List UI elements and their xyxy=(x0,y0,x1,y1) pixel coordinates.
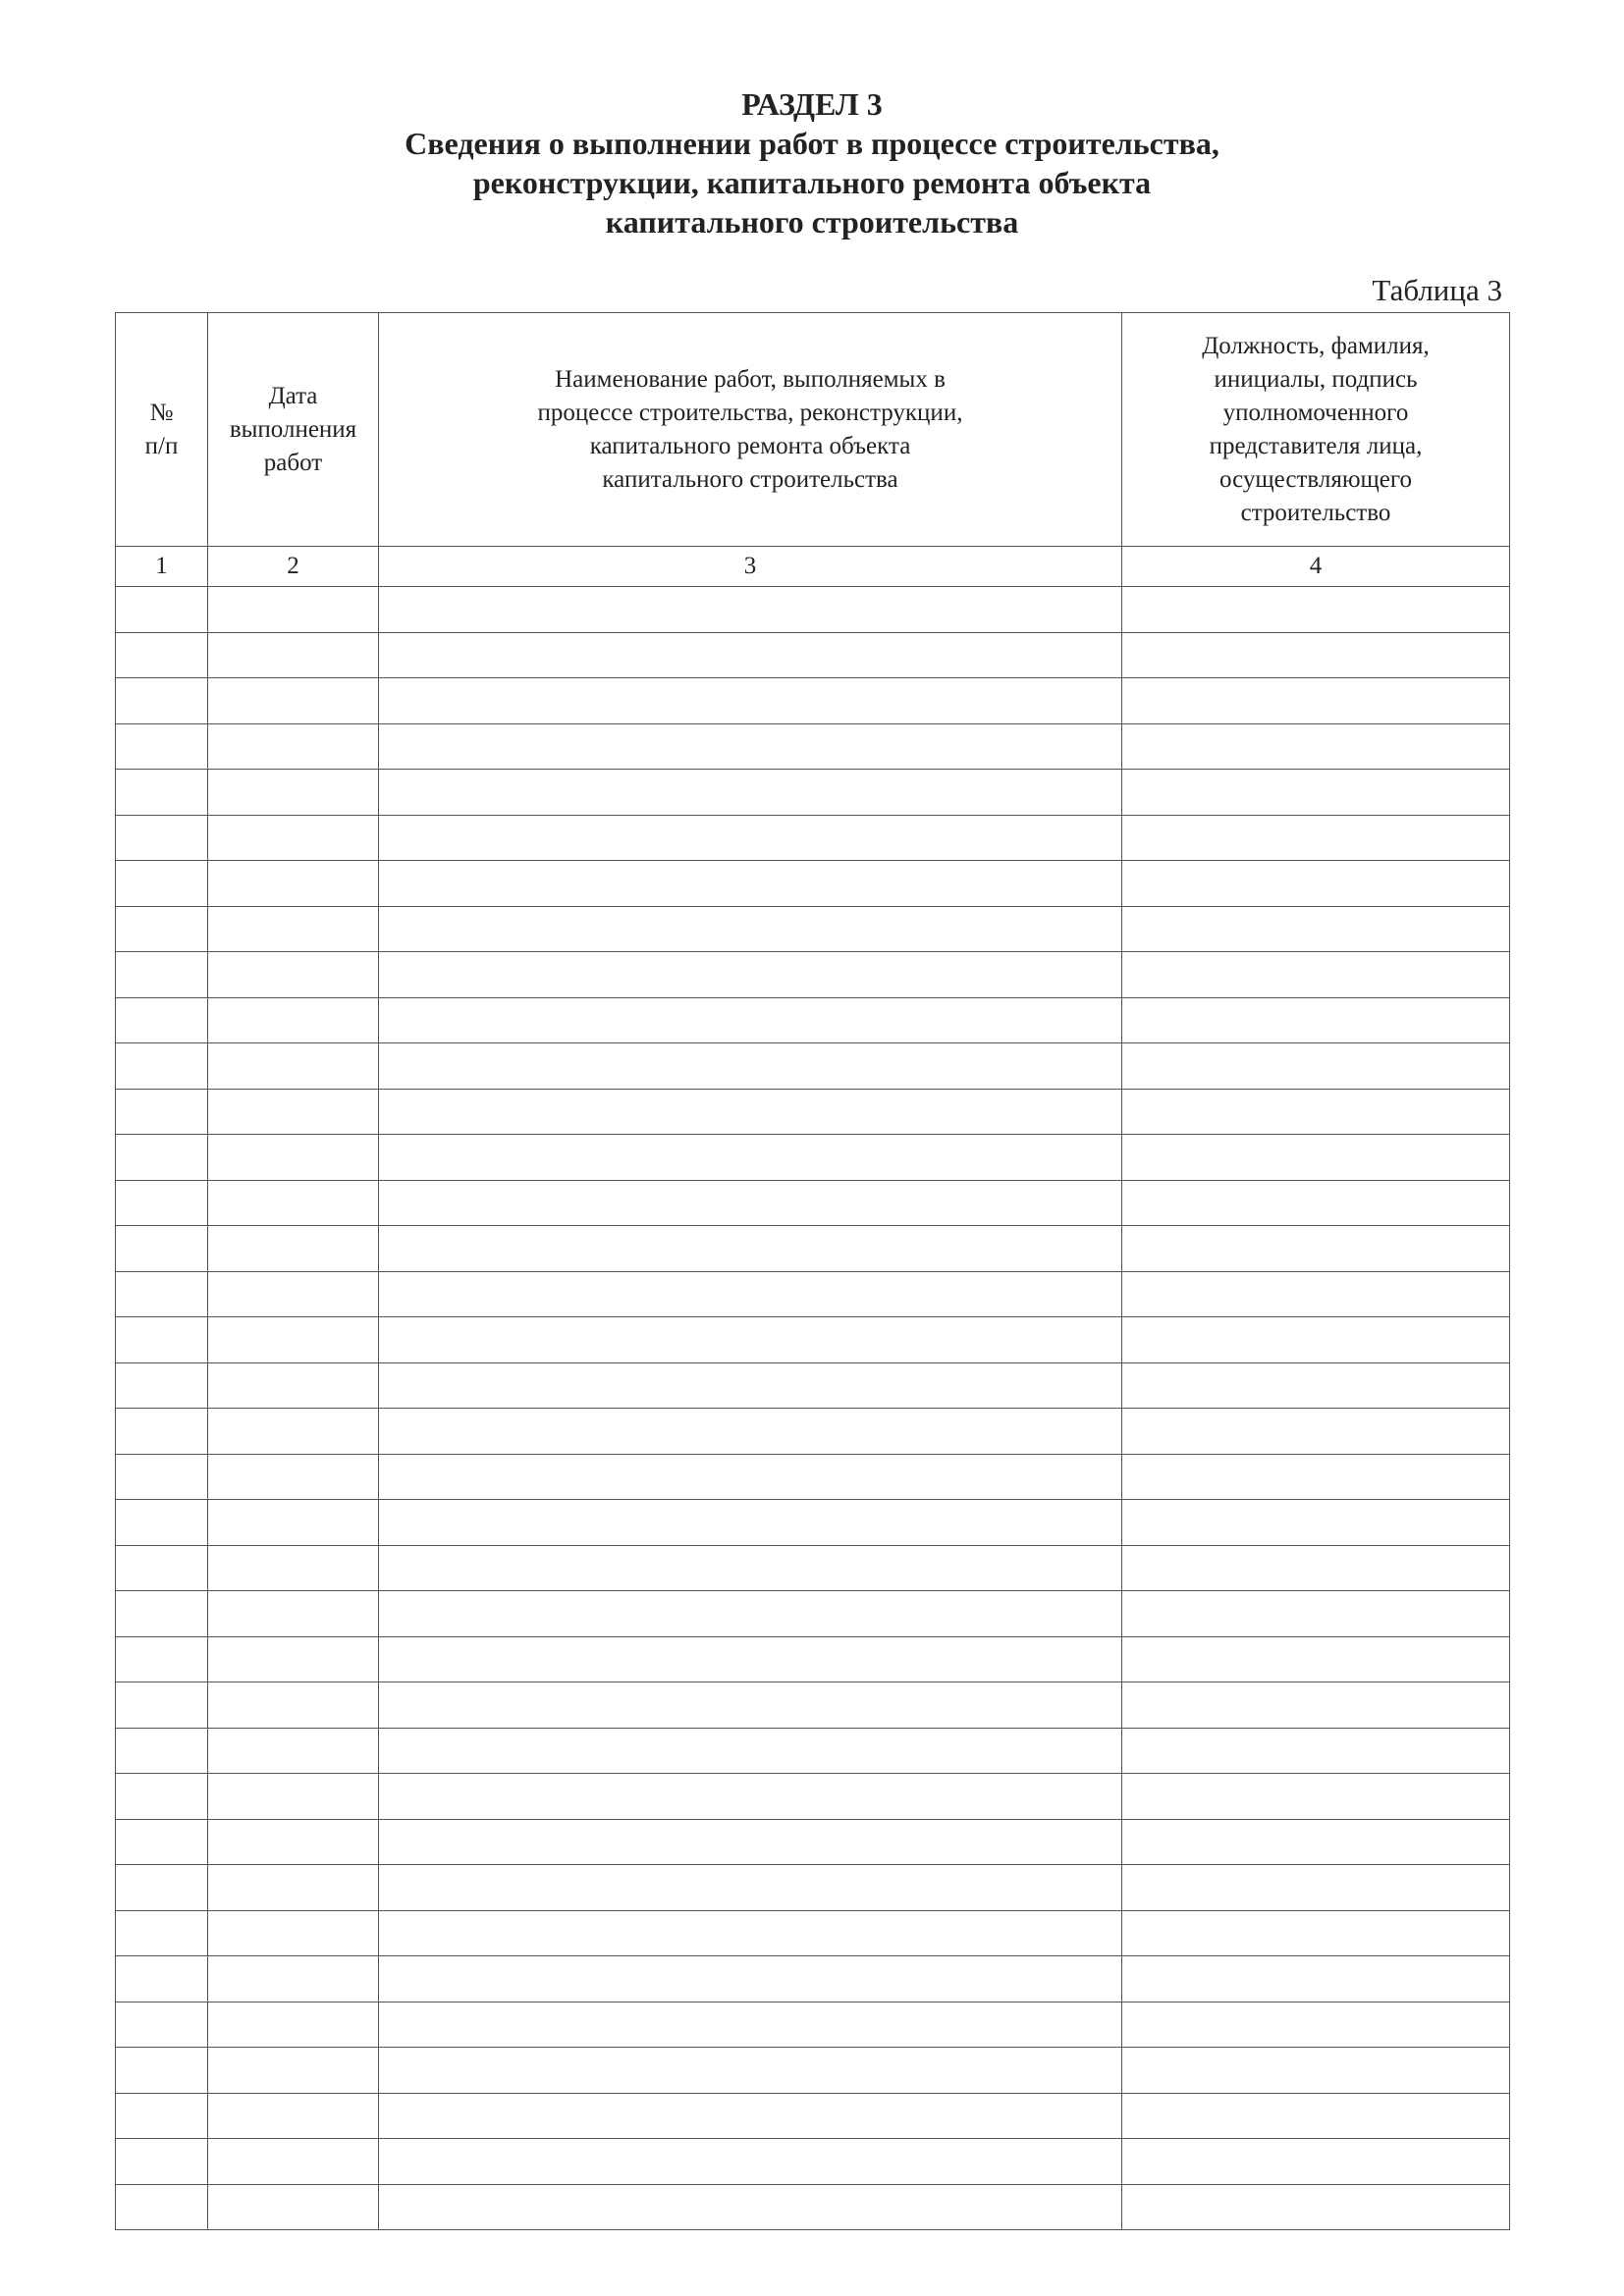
cell-date xyxy=(208,632,379,678)
table-row xyxy=(116,632,1510,678)
header-representative xyxy=(1122,313,1510,547)
table-row xyxy=(116,1454,1510,1500)
cell-number xyxy=(116,952,208,998)
cell-work-name xyxy=(379,1545,1122,1591)
cell-signature xyxy=(1122,1454,1510,1500)
cell-work-name xyxy=(379,1226,1122,1272)
table-row xyxy=(116,1271,1510,1317)
header-line: Наименование работ, выполняемых в xyxy=(555,365,946,393)
cell-signature xyxy=(1122,1089,1510,1135)
header-line: Должность, фамилия, xyxy=(1202,332,1430,359)
cell-date xyxy=(208,1226,379,1272)
table-row xyxy=(116,1728,1510,1774)
cell-number xyxy=(116,723,208,770)
table-row xyxy=(116,906,1510,952)
cell-work-name xyxy=(379,587,1122,633)
cell-number xyxy=(116,1180,208,1226)
column-number: 4 xyxy=(1122,547,1510,587)
cell-number xyxy=(116,1362,208,1409)
cell-date xyxy=(208,1591,379,1637)
table-row xyxy=(116,1226,1510,1272)
table-row xyxy=(116,997,1510,1043)
cell-signature xyxy=(1122,632,1510,678)
header-line: строительство xyxy=(1240,499,1391,526)
table-row xyxy=(116,1591,1510,1637)
cell-work-name xyxy=(379,2048,1122,2094)
table-row xyxy=(116,587,1510,633)
cell-number xyxy=(116,1865,208,1911)
cell-signature xyxy=(1122,1956,1510,2002)
cell-date xyxy=(208,861,379,907)
cell-work-name xyxy=(379,2139,1122,2185)
column-number-row xyxy=(116,547,1510,587)
section-number: РАЗДЕЛ 3 xyxy=(741,86,883,122)
header-line: № xyxy=(149,399,174,426)
cell-work-name xyxy=(379,1910,1122,1956)
column-number: 3 xyxy=(379,547,1122,587)
cell-date xyxy=(208,1956,379,2002)
cell-date xyxy=(208,2184,379,2230)
header-line: капитального строительства xyxy=(602,465,898,493)
cell-number xyxy=(116,1728,208,1774)
table-row xyxy=(116,1043,1510,1090)
cell-number xyxy=(116,1454,208,1500)
header-row xyxy=(116,313,1510,547)
header-line: Дата xyxy=(268,382,318,409)
cell-work-name xyxy=(379,1180,1122,1226)
table-caption: Таблица 3 xyxy=(1372,273,1502,307)
cell-number xyxy=(116,1089,208,1135)
header-work-name xyxy=(379,313,1122,547)
cell-number xyxy=(116,2002,208,2048)
cell-number xyxy=(116,2184,208,2230)
cell-date xyxy=(208,770,379,816)
table-row xyxy=(116,2048,1510,2094)
cell-work-name xyxy=(379,1956,1122,2002)
cell-number xyxy=(116,2093,208,2139)
header-line: п/п xyxy=(144,432,179,459)
cell-signature xyxy=(1122,2184,1510,2230)
cell-work-name xyxy=(379,2002,1122,2048)
cell-signature xyxy=(1122,770,1510,816)
section-title-line-1: Сведения о выполнении работ в процессе строительства, xyxy=(405,126,1219,161)
cell-signature xyxy=(1122,906,1510,952)
cell-signature xyxy=(1122,1774,1510,1820)
cell-number xyxy=(116,1317,208,1363)
cell-number xyxy=(116,1226,208,1272)
header-date xyxy=(208,313,379,547)
table-row xyxy=(116,1500,1510,1546)
cell-number xyxy=(116,1682,208,1729)
cell-work-name xyxy=(379,1454,1122,1500)
cell-number xyxy=(116,1910,208,1956)
cell-signature xyxy=(1122,952,1510,998)
cell-number xyxy=(116,2048,208,2094)
cell-date xyxy=(208,1636,379,1682)
cell-date xyxy=(208,952,379,998)
cell-date xyxy=(208,2093,379,2139)
cell-signature xyxy=(1122,1043,1510,1090)
cell-signature xyxy=(1122,1180,1510,1226)
cell-work-name xyxy=(379,2093,1122,2139)
cell-work-name xyxy=(379,632,1122,678)
header-line: представителя лица, xyxy=(1209,432,1423,459)
cell-work-name xyxy=(379,770,1122,816)
table-row xyxy=(116,1819,1510,1865)
section-title-line-2: реконструкции, капитального ремонта объекта xyxy=(472,165,1152,200)
header-line: уполномоченного xyxy=(1222,399,1409,426)
header-line: процессе строительства, реконструкции, xyxy=(537,399,963,426)
table-body xyxy=(116,547,1510,2230)
table-row xyxy=(116,1135,1510,1181)
cell-signature xyxy=(1122,1500,1510,1546)
cell-signature xyxy=(1122,1135,1510,1181)
cell-work-name xyxy=(379,1682,1122,1729)
cell-date xyxy=(208,1865,379,1911)
cell-number xyxy=(116,1500,208,1546)
cell-work-name xyxy=(379,952,1122,998)
cell-work-name xyxy=(379,1774,1122,1820)
cell-number xyxy=(116,1409,208,1455)
cell-date xyxy=(208,1545,379,1591)
cell-date xyxy=(208,1409,379,1455)
cell-signature xyxy=(1122,1317,1510,1363)
cell-signature xyxy=(1122,1226,1510,1272)
table-row xyxy=(116,770,1510,816)
cell-signature xyxy=(1122,678,1510,724)
cell-work-name xyxy=(379,2184,1122,2230)
cell-signature xyxy=(1122,815,1510,861)
table-row xyxy=(116,2002,1510,2048)
table-row xyxy=(116,815,1510,861)
cell-number xyxy=(116,906,208,952)
cell-work-name xyxy=(379,678,1122,724)
cell-signature xyxy=(1122,1591,1510,1637)
table-row xyxy=(116,1409,1510,1455)
cell-work-name xyxy=(379,723,1122,770)
table-row xyxy=(116,1362,1510,1409)
cell-date xyxy=(208,1774,379,1820)
table-row xyxy=(116,1774,1510,1820)
cell-signature xyxy=(1122,1271,1510,1317)
cell-date xyxy=(208,1043,379,1090)
cell-signature xyxy=(1122,2093,1510,2139)
cell-number xyxy=(116,1819,208,1865)
cell-work-name xyxy=(379,1819,1122,1865)
cell-work-name xyxy=(379,1089,1122,1135)
cell-signature xyxy=(1122,587,1510,633)
table-row xyxy=(116,1956,1510,2002)
cell-signature xyxy=(1122,1865,1510,1911)
cell-number xyxy=(116,632,208,678)
cell-work-name xyxy=(379,1362,1122,1409)
table-row xyxy=(116,2093,1510,2139)
cell-number xyxy=(116,2139,208,2185)
section-heading xyxy=(0,84,1624,241)
column-number: 1 xyxy=(116,547,208,587)
cell-work-name xyxy=(379,1271,1122,1317)
cell-date xyxy=(208,1135,379,1181)
table-row xyxy=(116,1089,1510,1135)
cell-date xyxy=(208,723,379,770)
cell-signature xyxy=(1122,1910,1510,1956)
cell-signature xyxy=(1122,2048,1510,2094)
cell-number xyxy=(116,997,208,1043)
cell-date xyxy=(208,1089,379,1135)
cell-date xyxy=(208,587,379,633)
cell-number xyxy=(116,1636,208,1682)
cell-date xyxy=(208,1910,379,1956)
section-title-line-3: капитального строительства xyxy=(605,204,1019,240)
table-row xyxy=(116,1636,1510,1682)
table-row xyxy=(116,2139,1510,2185)
cell-signature xyxy=(1122,1362,1510,1409)
cell-number xyxy=(116,1271,208,1317)
table-row xyxy=(116,1865,1510,1911)
cell-date xyxy=(208,1728,379,1774)
cell-work-name xyxy=(379,1728,1122,1774)
cell-signature xyxy=(1122,1819,1510,1865)
header-line: капитального ремонта объекта xyxy=(589,432,911,459)
cell-work-name xyxy=(379,997,1122,1043)
cell-number xyxy=(116,815,208,861)
cell-date xyxy=(208,1454,379,1500)
header-line: работ xyxy=(263,449,323,476)
cell-work-name xyxy=(379,1591,1122,1637)
cell-date xyxy=(208,678,379,724)
cell-work-name xyxy=(379,1500,1122,1546)
cell-signature xyxy=(1122,1636,1510,1682)
cell-number xyxy=(116,1591,208,1637)
cell-date xyxy=(208,1819,379,1865)
cell-date xyxy=(208,815,379,861)
cell-number xyxy=(116,1135,208,1181)
cell-date xyxy=(208,997,379,1043)
cell-signature xyxy=(1122,723,1510,770)
cell-number xyxy=(116,1774,208,1820)
table-row xyxy=(116,1545,1510,1591)
cell-date xyxy=(208,1682,379,1729)
cell-signature xyxy=(1122,1728,1510,1774)
cell-date xyxy=(208,1180,379,1226)
cell-number xyxy=(116,678,208,724)
cell-date xyxy=(208,1500,379,1546)
cell-date xyxy=(208,1317,379,1363)
table-row xyxy=(116,1682,1510,1729)
header-line: осуществляющего xyxy=(1219,465,1412,493)
cell-work-name xyxy=(379,906,1122,952)
cell-signature xyxy=(1122,1409,1510,1455)
cell-number xyxy=(116,770,208,816)
cell-date xyxy=(208,2139,379,2185)
cell-signature xyxy=(1122,1545,1510,1591)
cell-number xyxy=(116,1545,208,1591)
cell-work-name xyxy=(379,1043,1122,1090)
cell-signature xyxy=(1122,1682,1510,1729)
table-row xyxy=(116,678,1510,724)
header-line: инициалы, подпись xyxy=(1214,365,1418,393)
cell-date xyxy=(208,2048,379,2094)
work-log-table xyxy=(115,312,1510,2230)
cell-number xyxy=(116,1043,208,1090)
cell-date xyxy=(208,2002,379,2048)
header-line: выполнения xyxy=(229,415,357,443)
cell-work-name xyxy=(379,1636,1122,1682)
table-row xyxy=(116,1317,1510,1363)
cell-work-name xyxy=(379,1409,1122,1455)
table-row xyxy=(116,1910,1510,1956)
cell-date xyxy=(208,1362,379,1409)
table-row xyxy=(116,723,1510,770)
cell-signature xyxy=(1122,997,1510,1043)
cell-work-name xyxy=(379,1317,1122,1363)
cell-date xyxy=(208,1271,379,1317)
cell-work-name xyxy=(379,815,1122,861)
table-row xyxy=(116,952,1510,998)
cell-number xyxy=(116,1956,208,2002)
cell-number xyxy=(116,587,208,633)
cell-work-name xyxy=(379,1135,1122,1181)
cell-work-name xyxy=(379,1865,1122,1911)
table-row xyxy=(116,2184,1510,2230)
cell-signature xyxy=(1122,861,1510,907)
header-number xyxy=(116,313,208,547)
cell-signature xyxy=(1122,2002,1510,2048)
table-row xyxy=(116,861,1510,907)
cell-number xyxy=(116,861,208,907)
column-number: 2 xyxy=(208,547,379,587)
cell-date xyxy=(208,906,379,952)
cell-signature xyxy=(1122,2139,1510,2185)
cell-work-name xyxy=(379,861,1122,907)
table-row xyxy=(116,1180,1510,1226)
